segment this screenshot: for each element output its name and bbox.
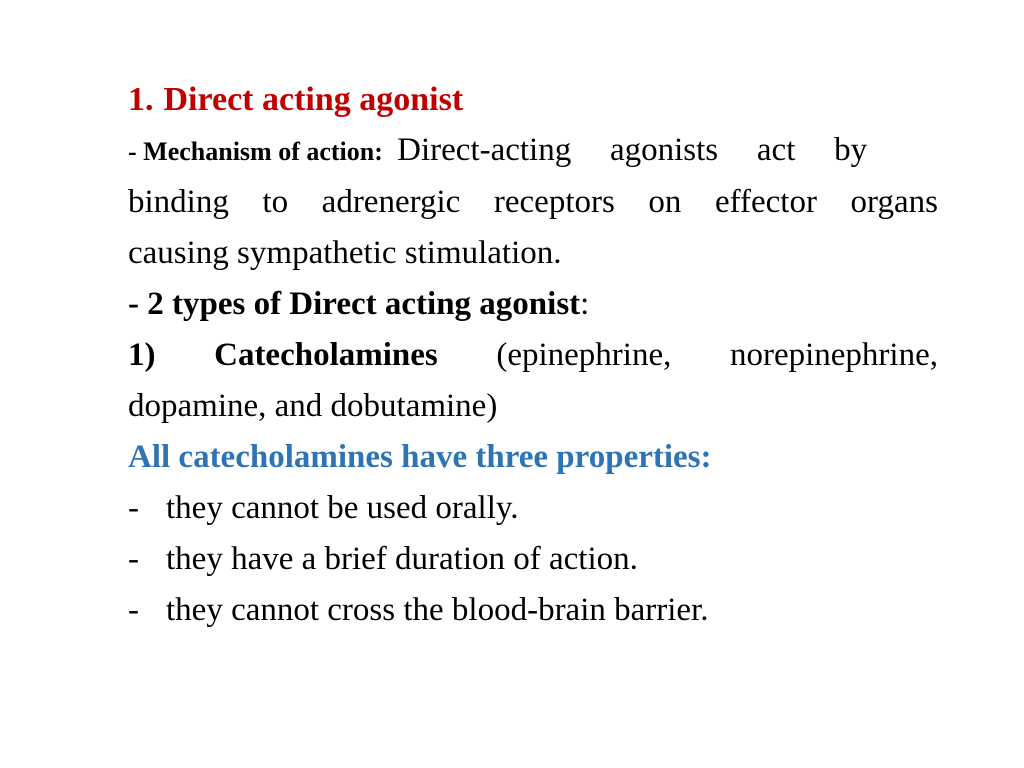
word: act <box>756 132 796 168</box>
word: effector <box>714 184 817 220</box>
property-text: they cannot cross the blood-brain barrier. <box>166 592 709 628</box>
property-item <box>128 585 938 636</box>
catecholamines-line-1 <box>128 330 938 381</box>
mechanism-line-3: causing sympathetic stimulation. <box>128 235 562 271</box>
word: norepinephrine, <box>729 337 938 373</box>
bullet-dash: - <box>128 592 139 628</box>
word: adrenergic <box>321 184 461 220</box>
bullet-dash: - <box>128 541 139 577</box>
slide-content <box>128 74 938 636</box>
catecholamines-line-2: dopamine, and dobutamine) <box>128 388 498 424</box>
types-line <box>128 279 938 330</box>
section-heading <box>128 74 938 125</box>
word: on <box>648 184 682 220</box>
word: Direct-acting <box>397 132 572 168</box>
mechanism-text-start <box>397 125 867 176</box>
mechanism-line-1 <box>128 125 938 177</box>
property-text: they have a brief duration of action. <box>166 541 638 577</box>
bullet-dash: - <box>128 490 139 526</box>
mechanism-line-2 <box>128 177 938 228</box>
types-colon: : <box>580 286 590 322</box>
properties-heading: All catecholamines have three properties: <box>128 439 712 475</box>
word: organs <box>850 184 938 220</box>
section-title: Direct acting agonist <box>163 81 464 118</box>
catecholamines-term: Catecholamines <box>214 337 438 373</box>
property-item <box>128 534 938 585</box>
word: to <box>262 184 289 220</box>
property-item <box>128 483 938 534</box>
mechanism-label: - Mechanism of action: <box>128 137 383 166</box>
catecholamines-item-number: 1) <box>128 337 156 373</box>
word: binding <box>128 184 229 220</box>
word: receptors <box>493 184 615 220</box>
property-text: they cannot be used orally. <box>166 490 519 526</box>
word: by <box>834 132 868 168</box>
word: agonists <box>609 132 719 168</box>
types-label: - 2 types of Direct acting agonist <box>128 286 581 322</box>
section-number: 1. <box>128 81 154 118</box>
word: (epinephrine, <box>496 337 672 373</box>
